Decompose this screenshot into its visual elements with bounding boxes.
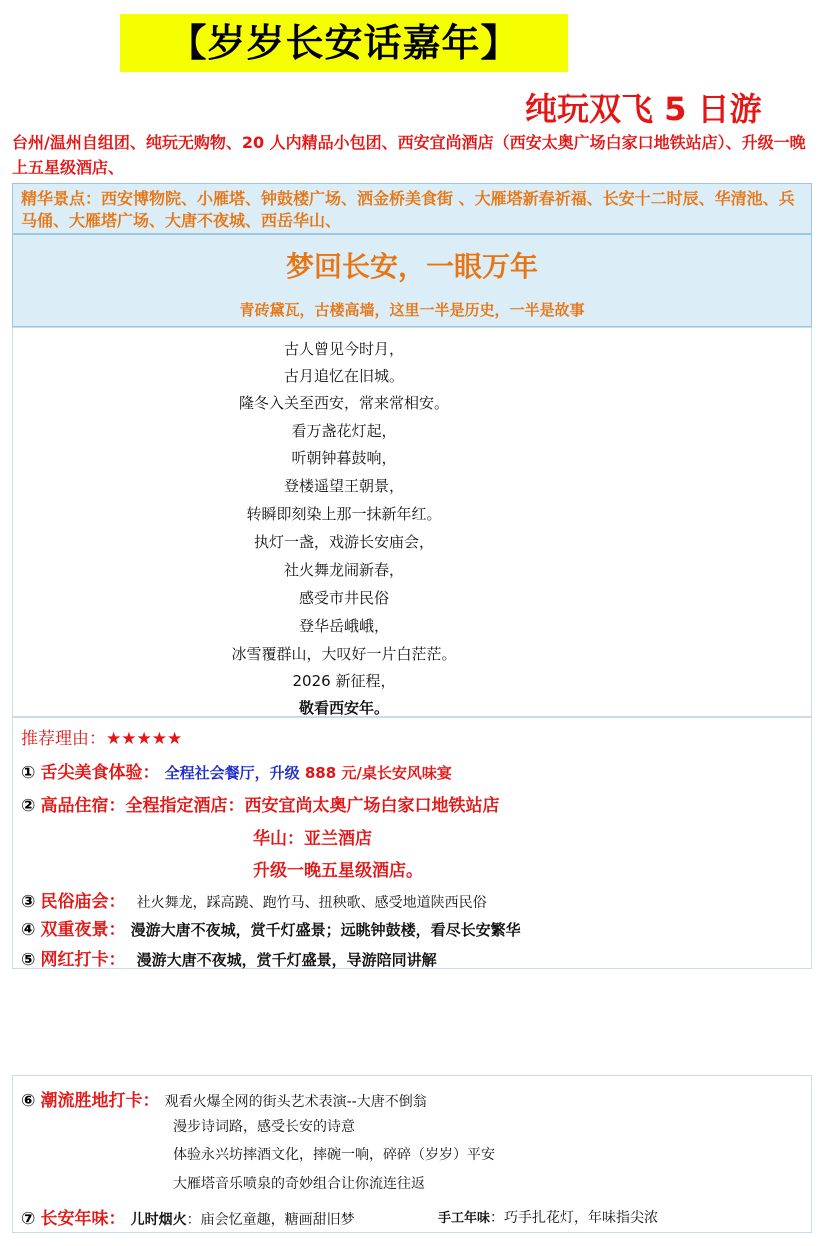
- reason-title: 网红打卡：: [40, 950, 126, 970]
- poem-line: 登华岳峨峨，: [298, 617, 389, 635]
- reason-title: 民俗庙会：: [40, 892, 126, 912]
- reason-desc: 漫步诗词路，感受长安的诗意: [173, 1119, 355, 1135]
- reasons-box: [12, 717, 812, 969]
- highlights-text: 精华景点：西安博物院、小雁塔、钟鼓楼广场、洒金桥美食街 、大雁塔新春祈福、长安十二时辰、华清池、兵马俑、大雁塔广场、大唐不夜城、西岳华山、: [21, 189, 795, 230]
- reason-item-5: [21, 945, 437, 970]
- poem-line: 冰雪覆群山，大叹好一片白茫茫。: [231, 645, 457, 663]
- reason-desc: 大雁塔音乐喷泉的奇妙组合让你流连往返: [173, 1176, 425, 1192]
- reason-item-1: [21, 758, 452, 783]
- reason-title: 舌尖美食体验：: [40, 763, 160, 783]
- dream-subtitle: 青砖黛瓦，古楼高墙，这里一半是历史，一半是故事: [239, 301, 585, 319]
- poem-line: 社火舞龙闹新春，: [283, 561, 404, 579]
- reasons-header: [21, 724, 182, 749]
- poem-line: 转瞬即刻染上那一抹新年红。: [246, 505, 442, 523]
- reason-desc: 全程社会餐厅，升级: [164, 764, 305, 782]
- poem-line: 感受市井民俗: [298, 589, 389, 607]
- dream-box: [12, 234, 812, 327]
- highlights-box: [12, 183, 812, 234]
- poem-line: 古月追忆在旧城。: [283, 367, 404, 385]
- number-3-icon: ③: [21, 892, 36, 912]
- reason-title: 双重夜景：: [40, 920, 126, 940]
- reason-line: 升级一晚五星级酒店。: [253, 861, 423, 881]
- reason-title: 潮流胜地打卡：: [40, 1091, 160, 1111]
- text-b: ：巧手扎花灯，年味指尖浓: [490, 1210, 659, 1226]
- poem-line: 敬看西安年。: [298, 699, 389, 717]
- reason-desc: 社火舞龙，踩高蹺、跑竹马、扭秧歌、感受地道陕西民俗: [136, 895, 487, 911]
- poem-line: 听朝钟暮鼓响，: [291, 449, 397, 467]
- poem-line: 隆冬入关至西安，常来常相安。: [238, 394, 449, 412]
- poem-line: 登楼遥望王朝景，: [283, 477, 404, 495]
- reason-line: 华山：亚兰酒店: [253, 829, 372, 849]
- number-7-icon: ⑦: [21, 1209, 36, 1229]
- tour-subtitle: 纯玩双飞 5 日游: [525, 90, 762, 128]
- poem-line: 2026 新征程，: [292, 672, 396, 690]
- bottom-box: [12, 1075, 812, 1233]
- number-6-icon: ⑥: [21, 1091, 36, 1111]
- reason-desc: 漫游大唐不夜城，赏千灯盛景；远眺钟鼓楼，看尽长安繁华: [130, 921, 521, 939]
- reason-desc: 体验永兴坊摔酒文化，摔碗一响，碎碎（岁岁）平安: [173, 1147, 495, 1163]
- page-title: 【岁岁长安话嘉年】: [168, 21, 520, 65]
- reason-item-6: [21, 1086, 427, 1111]
- star-rating-icon: ★★★★★: [106, 729, 183, 749]
- number-4-icon: ④: [21, 920, 36, 940]
- reason-item-2: [21, 791, 500, 816]
- reason-item-7-b: [438, 1207, 658, 1227]
- label-a: 儿时烟火: [130, 1212, 187, 1228]
- number-5-icon: ⑤: [21, 950, 36, 970]
- reason-desc: 漫游大唐不夜城，赏千灯盛景，导游陪同讲解: [136, 951, 437, 969]
- poem-box: [12, 327, 812, 717]
- label-b: 手工年味: [438, 1211, 491, 1226]
- reason-title: 长安年味：: [40, 1209, 126, 1229]
- reason-item-7: [21, 1204, 355, 1229]
- reasons-label: 推荐理由：: [21, 729, 106, 749]
- text-a: ：庙会忆童趣，糖画甜旧梦: [186, 1212, 355, 1228]
- reason-highlight: 888 元/桌长安风味宴: [304, 764, 452, 782]
- page-title-banner: [120, 14, 568, 72]
- dream-title: 梦回长安，一眼万年: [285, 250, 538, 283]
- number-2-icon: ②: [21, 796, 36, 816]
- reason-title: 高品住宿：全程指定酒店：西安宜尚太奥广场白家口地铁站店: [40, 796, 500, 816]
- number-1-icon: ①: [21, 763, 36, 783]
- reason-item-3: [21, 887, 487, 912]
- poem-line: 古人曾见今时月，: [283, 340, 404, 358]
- reason-item-4: [21, 915, 521, 940]
- poem-line: 执灯一盏，戏游长安庙会，: [253, 533, 434, 551]
- reason-desc: 观看火爆全网的街头艺术表演--大唐不倒翁: [164, 1094, 427, 1110]
- poem-line: 看万盏花灯起，: [291, 422, 397, 440]
- tour-intro: 台州/温州自组团、纯玩无购物、20 人内精品小包团、西安宜尚酒店（西安太奥广场白家口地铁站店）、升级一晚上五星级酒店、: [12, 133, 806, 177]
